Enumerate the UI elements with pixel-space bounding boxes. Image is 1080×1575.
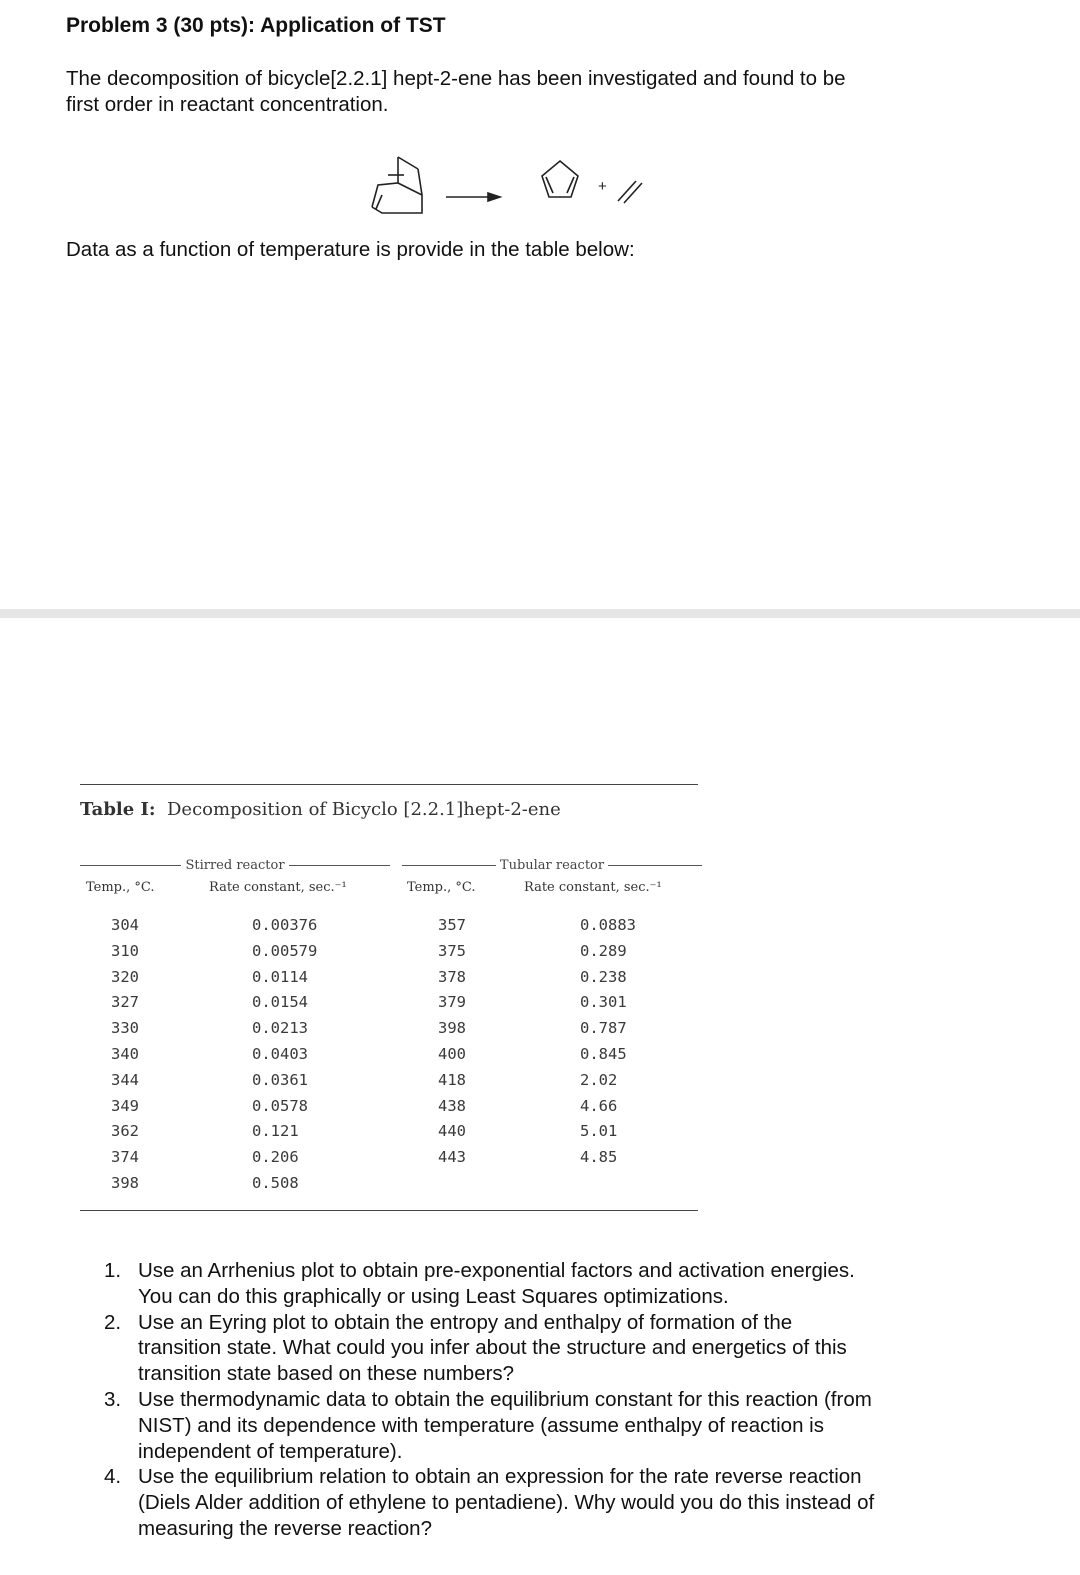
tubular-rate-column (580, 913, 636, 1171)
page-divider (0, 609, 1080, 618)
cyclopentadiene-structure (542, 161, 578, 197)
table-cell: 344 (111, 1070, 139, 1089)
table-cell: 398 (438, 1019, 466, 1038)
question-line: measuring the reverse reaction? (138, 1516, 432, 1540)
table-cell: 4.66 (580, 1096, 618, 1115)
table-cell: 0.0883 (580, 916, 636, 934)
table-cell: 4.85 (580, 1148, 618, 1167)
table-cell: 400 (438, 1044, 466, 1063)
intro-line-2: first order in reactant concentration. (66, 93, 389, 116)
stirred-reactor-group (80, 858, 390, 873)
table-cell: 0.0154 (252, 993, 308, 1012)
table-top-rule (80, 784, 698, 785)
ethylene-structure (618, 181, 642, 203)
table-cell: 374 (111, 1148, 139, 1167)
intro-line-1: The decomposition of bicycle[2.2.1] hept-2-ene has been investigated and found to be (66, 67, 846, 90)
table-cell: 320 (111, 967, 139, 986)
table-cell: 349 (111, 1096, 139, 1115)
question-line: (Diels Alder addition of ethylene to pentadiene). Why would you do this instead of (138, 1491, 875, 1515)
list-item (100, 1310, 980, 1387)
table-cell: 0.238 (580, 967, 627, 986)
list-item (100, 1387, 980, 1464)
table-cell: 0.0114 (252, 967, 308, 986)
col-header-temp-stirred: Temp., °C. (86, 880, 155, 895)
table-cell: 443 (438, 1148, 466, 1167)
question-line: independent of temperature). (138, 1439, 403, 1463)
question-line: transition state. What could you infer about the structure and energetics of this (138, 1336, 847, 1360)
question-line: Use the equilibrium relation to obtain an expression for the rate reverse reaction (138, 1465, 862, 1489)
table-bottom-rule (80, 1210, 698, 1211)
table-cell: 379 (438, 993, 466, 1012)
question-line: You can do this graphically or using Least Squares optimizations. (138, 1284, 729, 1308)
table-cell: 310 (111, 941, 139, 960)
table-cell: 0.206 (252, 1148, 299, 1167)
question-line: Use an Arrhenius plot to obtain pre-exponential factors and activation energies. (138, 1259, 855, 1282)
table-cell: 357 (438, 916, 466, 934)
table-cell: 0.289 (580, 941, 627, 960)
table-cell: 398 (111, 1173, 139, 1192)
table-cell: 0.00376 (252, 916, 318, 934)
table-cell: 0.00579 (252, 941, 318, 960)
question-number: 1. (104, 1259, 122, 1282)
problem-title: Problem 3 (30 pts): Application of TST (66, 14, 446, 37)
question-list (100, 1258, 980, 1542)
question-line: Use an Eyring plot to obtain the entropy and enthalpy of formation of the (138, 1310, 793, 1334)
table-cell: 304 (111, 916, 139, 934)
stirred-temp-column (111, 913, 139, 1197)
table-caption-label: Table I: (80, 799, 156, 820)
data-intro: Data as a function of temperature is provide in the table below: (66, 238, 635, 261)
table-cell: 5.01 (580, 1122, 618, 1141)
tubular-reactor-group (402, 858, 702, 873)
table-cell: 0.0578 (252, 1096, 308, 1115)
table-cell: 0.301 (580, 993, 627, 1012)
tubular-group-label: Tubular reactor (499, 858, 605, 873)
plus-sign: + (598, 178, 607, 195)
question-line: transition state based on these numbers? (138, 1362, 515, 1386)
table-cell: 327 (111, 993, 139, 1012)
table-cell: 0.0403 (252, 1044, 308, 1063)
table-cell: 0.787 (580, 1019, 627, 1038)
stirred-rate-column (252, 913, 317, 1197)
list-item (100, 1258, 980, 1310)
question-number: 2. (104, 1310, 122, 1334)
table-cell: 440 (438, 1122, 466, 1141)
table-cell: 0.121 (252, 1122, 299, 1141)
tubular-temp-column (438, 913, 466, 1171)
problem-intro (66, 66, 966, 118)
col-header-temp-tubular: Temp., °C. (407, 880, 476, 895)
reaction-scheme (360, 145, 660, 215)
table-cell: 0.0361 (252, 1070, 308, 1089)
question-line: Use thermodynamic data to obtain the equilibrium constant for this reaction (from (138, 1387, 872, 1411)
table-cell: 0.508 (252, 1173, 299, 1192)
stirred-group-label: Stirred reactor (185, 858, 285, 873)
question-number: 4. (104, 1465, 122, 1489)
reaction-arrow (446, 193, 500, 201)
question-number: 3. (104, 1387, 122, 1411)
norbornene-structure (372, 157, 422, 213)
question-line: NIST) and its dependence with temperature (assume enthalpy of reaction is (138, 1413, 824, 1437)
table-caption-text: Decomposition of Bicyclo [2.2.1]hept-2-ene (167, 799, 561, 820)
table-cell: 2.02 (580, 1070, 618, 1089)
col-header-rate-stirred: Rate constant, sec.⁻¹ (209, 880, 347, 895)
table-cell: 0.845 (580, 1044, 627, 1063)
table-cell: 378 (438, 967, 466, 986)
col-header-rate-tubular: Rate constant, sec.⁻¹ (524, 880, 662, 895)
table-cell: 340 (111, 1044, 139, 1063)
table-cell: 375 (438, 941, 466, 960)
table-caption (80, 799, 561, 820)
table-cell: 438 (438, 1096, 466, 1115)
table-cell: 0.0213 (252, 1019, 308, 1038)
table-cell: 330 (111, 1019, 139, 1038)
list-item (100, 1464, 980, 1541)
table-cell: 362 (111, 1122, 139, 1141)
table-cell: 418 (438, 1070, 466, 1089)
